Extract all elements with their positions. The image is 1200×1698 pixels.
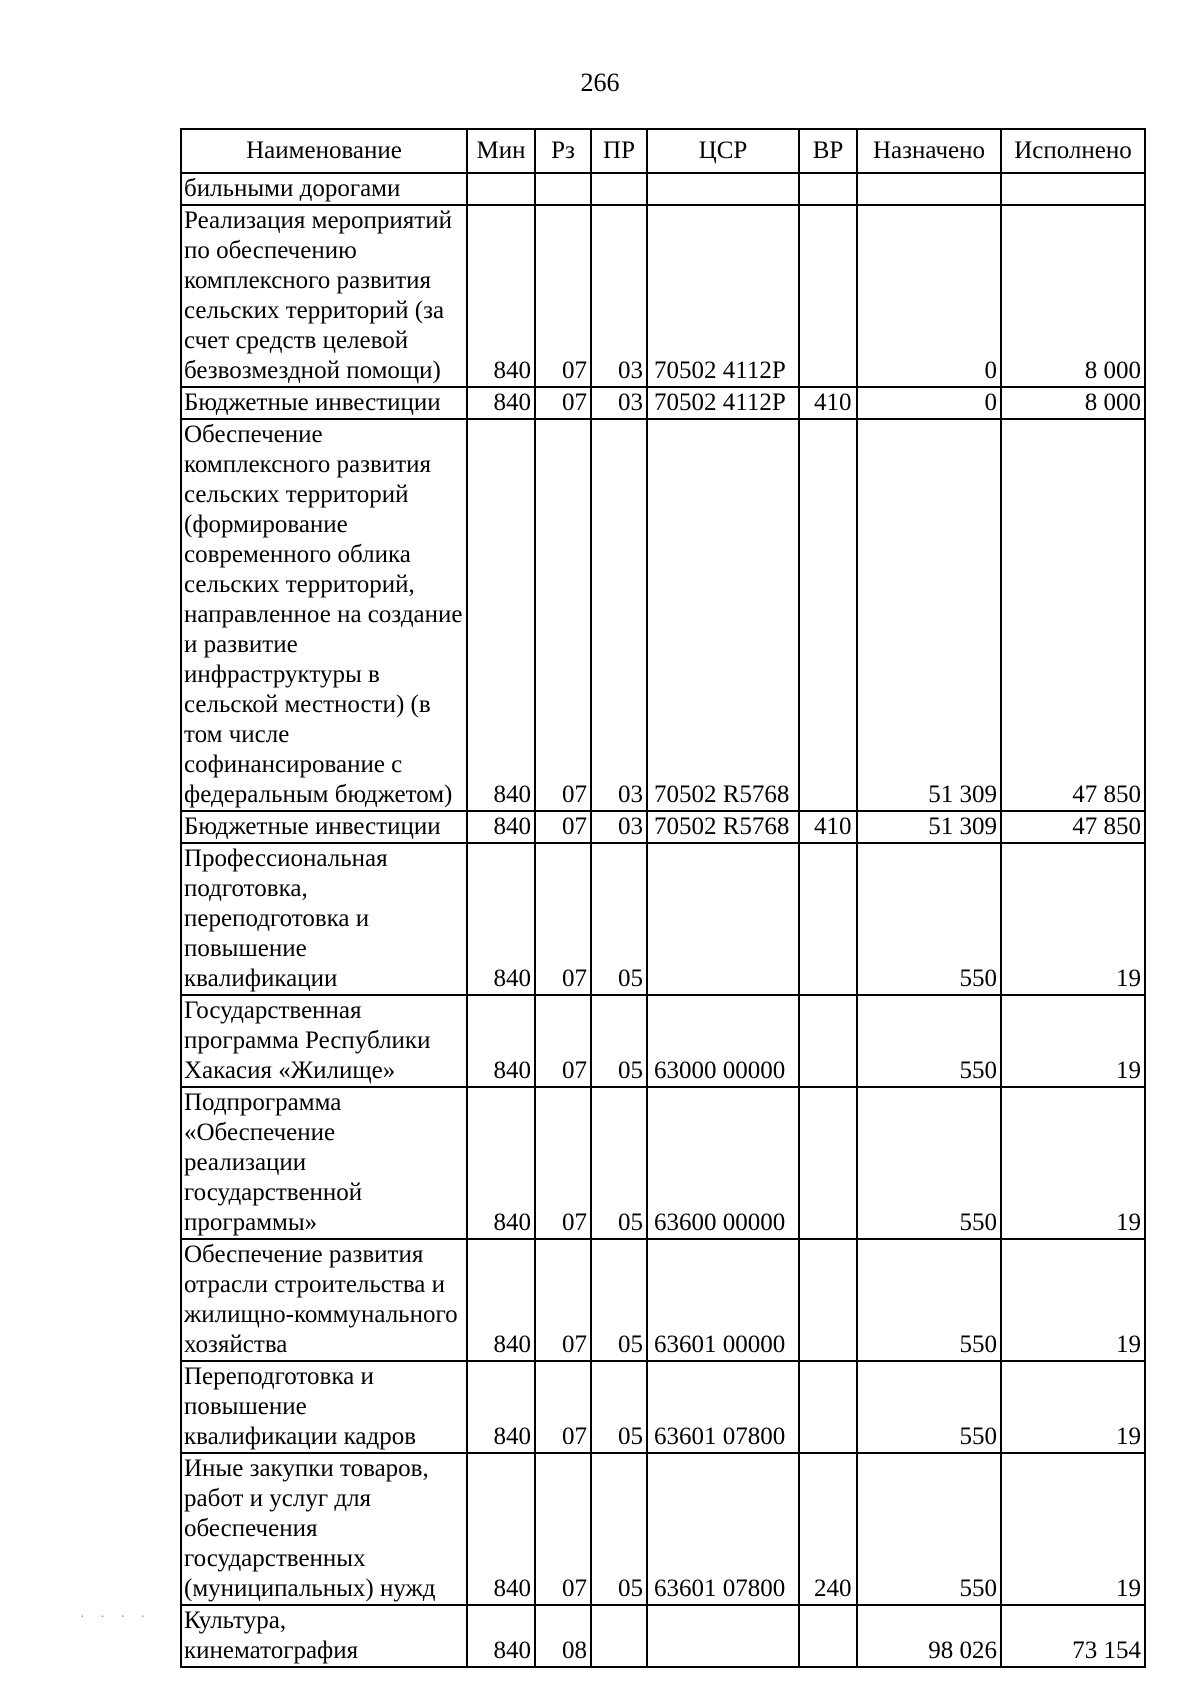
cell-pr: 05	[591, 1361, 647, 1453]
cell-executed: 47 850	[1001, 419, 1145, 811]
cell-rz: 07	[535, 995, 591, 1087]
cell-assigned: 51 309	[857, 811, 1001, 843]
table-row	[181, 387, 1145, 419]
header-assigned: Назначено	[857, 129, 1001, 173]
header-min: Мин	[467, 129, 535, 173]
cell-name: Бюджетные инвестиции	[181, 811, 467, 843]
cell-assigned: 550	[857, 995, 1001, 1087]
cell-csr: 63601 00000	[647, 1239, 799, 1361]
cell-name: Обеспечение развития отрасли строительства и жилищно-коммунального хозяйства	[181, 1239, 467, 1361]
cell-csr	[647, 1605, 799, 1667]
cell-assigned: 550	[857, 1239, 1001, 1361]
cell-rz: 07	[535, 1361, 591, 1453]
table-row	[181, 1239, 1145, 1361]
cell-rz: 07	[535, 387, 591, 419]
cell-pr: 05	[591, 1453, 647, 1605]
cell-vr	[799, 843, 857, 995]
cell-rz: 07	[535, 843, 591, 995]
table-body	[181, 173, 1145, 1667]
table-row	[181, 419, 1145, 811]
cell-min	[467, 173, 535, 205]
cell-csr: 63601 07800	[647, 1361, 799, 1453]
cell-csr: 63600 00000	[647, 1087, 799, 1239]
cell-csr	[647, 843, 799, 995]
cell-min: 840	[467, 1087, 535, 1239]
table-row	[181, 173, 1145, 205]
header-rz: Рз	[535, 129, 591, 173]
cell-pr: 03	[591, 419, 647, 811]
cell-pr: 03	[591, 205, 647, 387]
cell-vr	[799, 173, 857, 205]
cell-assigned: 550	[857, 1453, 1001, 1605]
header-vr: ВР	[799, 129, 857, 173]
cell-executed: 47 850	[1001, 811, 1145, 843]
table-row	[181, 811, 1145, 843]
cell-rz: 07	[535, 1453, 591, 1605]
cell-pr: 05	[591, 843, 647, 995]
cell-rz: 07	[535, 1239, 591, 1361]
cell-name: Бюджетные инвестиции	[181, 387, 467, 419]
cell-vr	[799, 419, 857, 811]
cell-pr	[591, 173, 647, 205]
cell-csr: 63601 07800	[647, 1453, 799, 1605]
table-row	[181, 205, 1145, 387]
cell-pr: 05	[591, 995, 647, 1087]
cell-rz: 08	[535, 1605, 591, 1667]
cell-min: 840	[467, 387, 535, 419]
cell-min: 840	[467, 811, 535, 843]
cell-min: 840	[467, 1361, 535, 1453]
budget-table	[180, 128, 1146, 1668]
cell-pr: 05	[591, 1087, 647, 1239]
cell-vr	[799, 1087, 857, 1239]
cell-vr: 410	[799, 387, 857, 419]
cell-assigned: 0	[857, 205, 1001, 387]
cell-executed: 8 000	[1001, 387, 1145, 419]
table-row	[181, 995, 1145, 1087]
table-row	[181, 843, 1145, 995]
cell-executed: 19	[1001, 1453, 1145, 1605]
cell-assigned: 550	[857, 1361, 1001, 1453]
cell-vr	[799, 1361, 857, 1453]
cell-executed: 19	[1001, 995, 1145, 1087]
cell-rz	[535, 173, 591, 205]
cell-csr: 70502 4112P	[647, 387, 799, 419]
cell-vr	[799, 1605, 857, 1667]
page-number: 266	[580, 68, 620, 97]
cell-rz: 07	[535, 1087, 591, 1239]
cell-min: 840	[467, 205, 535, 387]
cell-executed: 19	[1001, 1087, 1145, 1239]
cell-min: 840	[467, 995, 535, 1087]
table-row	[181, 1453, 1145, 1605]
cell-vr	[799, 1239, 857, 1361]
cell-name: Переподготовка и повышение квалификации кадров	[181, 1361, 467, 1453]
cell-rz: 07	[535, 811, 591, 843]
scan-artifact: · · · ·	[80, 1610, 152, 1625]
cell-pr: 05	[591, 1239, 647, 1361]
table-header-row	[181, 129, 1145, 173]
table-row	[181, 1087, 1145, 1239]
cell-vr: 240	[799, 1453, 857, 1605]
cell-executed: 8 000	[1001, 205, 1145, 387]
cell-executed: 19	[1001, 843, 1145, 995]
cell-csr: 70502 4112P	[647, 205, 799, 387]
cell-vr	[799, 205, 857, 387]
cell-name: Иные закупки товаров, работ и услуг для обеспечения государственных (муниципальных) нужд	[181, 1453, 467, 1605]
cell-min: 840	[467, 1605, 535, 1667]
cell-executed: 19	[1001, 1239, 1145, 1361]
cell-min: 840	[467, 419, 535, 811]
cell-assigned: 550	[857, 843, 1001, 995]
cell-name: Обеспечение комплексного развития сельских территорий (формирование современного облика сельских территорий, направленное на создание и развитие инфраструктуры в сельской местности) (в том числе софинансирование с федеральным бюджетом)	[181, 419, 467, 811]
cell-name: Подпрограмма «Обеспечение реализации государственной программы»	[181, 1087, 467, 1239]
cell-min: 840	[467, 843, 535, 995]
cell-vr	[799, 995, 857, 1087]
cell-pr	[591, 1605, 647, 1667]
cell-rz: 07	[535, 419, 591, 811]
cell-name: бильными дорогами	[181, 173, 467, 205]
cell-assigned: 0	[857, 387, 1001, 419]
cell-csr	[647, 173, 799, 205]
cell-csr: 63000 00000	[647, 995, 799, 1087]
cell-name: Государственная программа Республики Хакасия «Жилище»	[181, 995, 467, 1087]
cell-rz: 07	[535, 205, 591, 387]
cell-min: 840	[467, 1239, 535, 1361]
header-pr: ПР	[591, 129, 647, 173]
table-row	[181, 1605, 1145, 1667]
cell-csr: 70502 R5768	[647, 811, 799, 843]
cell-min: 840	[467, 1453, 535, 1605]
cell-csr: 70502 R5768	[647, 419, 799, 811]
cell-assigned: 98 026	[857, 1605, 1001, 1667]
cell-executed	[1001, 173, 1145, 205]
cell-pr: 03	[591, 387, 647, 419]
cell-pr: 03	[591, 811, 647, 843]
cell-assigned: 550	[857, 1087, 1001, 1239]
header-name: Наименование	[181, 129, 467, 173]
cell-vr: 410	[799, 811, 857, 843]
header-executed: Исполнено	[1001, 129, 1145, 173]
cell-assigned: 51 309	[857, 419, 1001, 811]
cell-name: Реализация мероприятий по обеспечению комплексного развития сельских территорий (за счет средств целевой безвозмездной помощи)	[181, 205, 467, 387]
cell-assigned	[857, 173, 1001, 205]
cell-executed: 19	[1001, 1361, 1145, 1453]
cell-executed: 73 154	[1001, 1605, 1145, 1667]
header-csr: ЦСР	[647, 129, 799, 173]
cell-name: Культура, кинематография	[181, 1605, 467, 1667]
cell-name: Профессиональная подготовка, переподготовка и повышение квалификации	[181, 843, 467, 995]
table-row	[181, 1361, 1145, 1453]
